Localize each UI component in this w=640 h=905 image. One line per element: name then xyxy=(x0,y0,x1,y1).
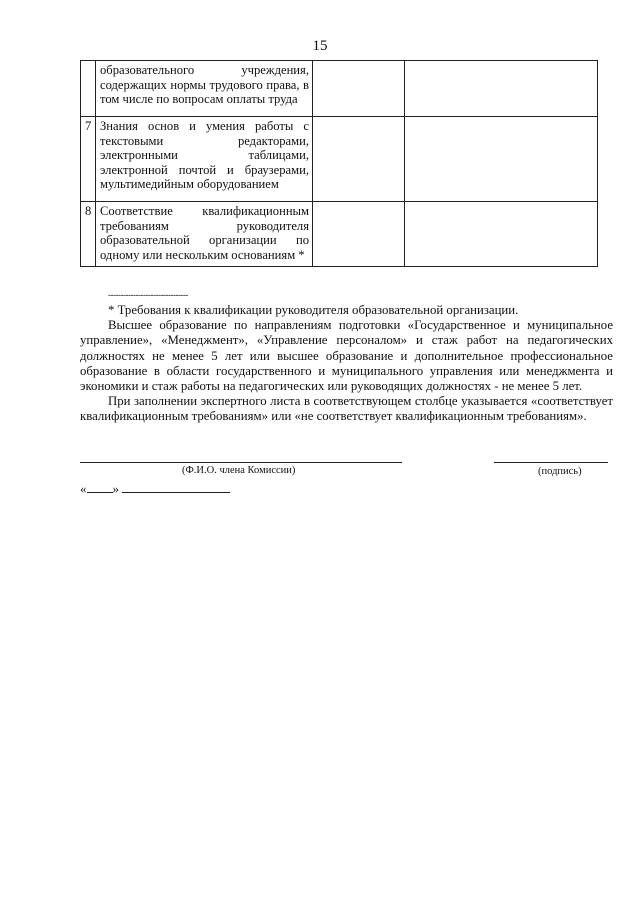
comment-cell[interactable] xyxy=(405,117,598,202)
date-field xyxy=(80,481,230,497)
row-number: 8 xyxy=(81,202,96,267)
comment-cell[interactable] xyxy=(405,61,598,117)
comment-cell[interactable] xyxy=(405,202,598,267)
notes-block xyxy=(80,303,613,425)
footnote-divider: -------------------------------- xyxy=(108,290,188,300)
row-number xyxy=(81,61,96,117)
criterion-text: Соответствие квалификационным требованиям руководителя образовательной организации по одному или нескольким основаниям * xyxy=(96,202,313,267)
date-month-year-blank[interactable] xyxy=(122,481,230,493)
assessment-cell[interactable] xyxy=(313,61,405,117)
criterion-text: образовательного учреждения, содержащих нормы трудового права, в том числе по вопросам оплаты труда xyxy=(96,61,313,117)
criterion-text: Знания основ и умения работы с текстовыми редакторами, электронными таблицами, электронной почтой и браузерами, мультимедийным оборудованием xyxy=(96,117,313,202)
table-row xyxy=(81,61,598,117)
expert-table xyxy=(80,60,598,267)
sign-signature-line[interactable] xyxy=(494,462,608,463)
date-day-blank[interactable] xyxy=(87,481,113,493)
assessment-cell[interactable] xyxy=(313,202,405,267)
date-close-quote: » xyxy=(112,481,119,496)
name-signature-line[interactable] xyxy=(80,462,402,463)
sign-caption: (подпись) xyxy=(538,466,582,477)
date-open-quote: « xyxy=(80,481,87,496)
assessment-cell[interactable] xyxy=(313,117,405,202)
instruction-text: При заполнении экспертного листа в соответствующем столбце указывается «соответствует квалификационным требованиям» или «не соответствует квалификационным требованиям». xyxy=(80,394,613,424)
table-row xyxy=(81,117,598,202)
page-number: 15 xyxy=(312,38,328,54)
table-row xyxy=(81,202,598,267)
name-caption: (Ф.И.О. члена Комиссии) xyxy=(182,465,296,476)
row-number: 7 xyxy=(81,117,96,202)
requirement-text: Высшее образование по направлениям подготовки «Государственное и муниципальное управление», «Менеджмент», «Управление персоналом» и стаж работ на педагогических должностях не менее 5 лет или высшее образование и дополнительное профессиональное образование в области государственного и муниципального управления или менеджмента и экономики и стаж работы на педагогических или руководящих должностях - не менее 5 лет. xyxy=(80,318,613,394)
footnote-text: * Требования к квалификации руководителя образовательной организации. xyxy=(108,303,519,317)
